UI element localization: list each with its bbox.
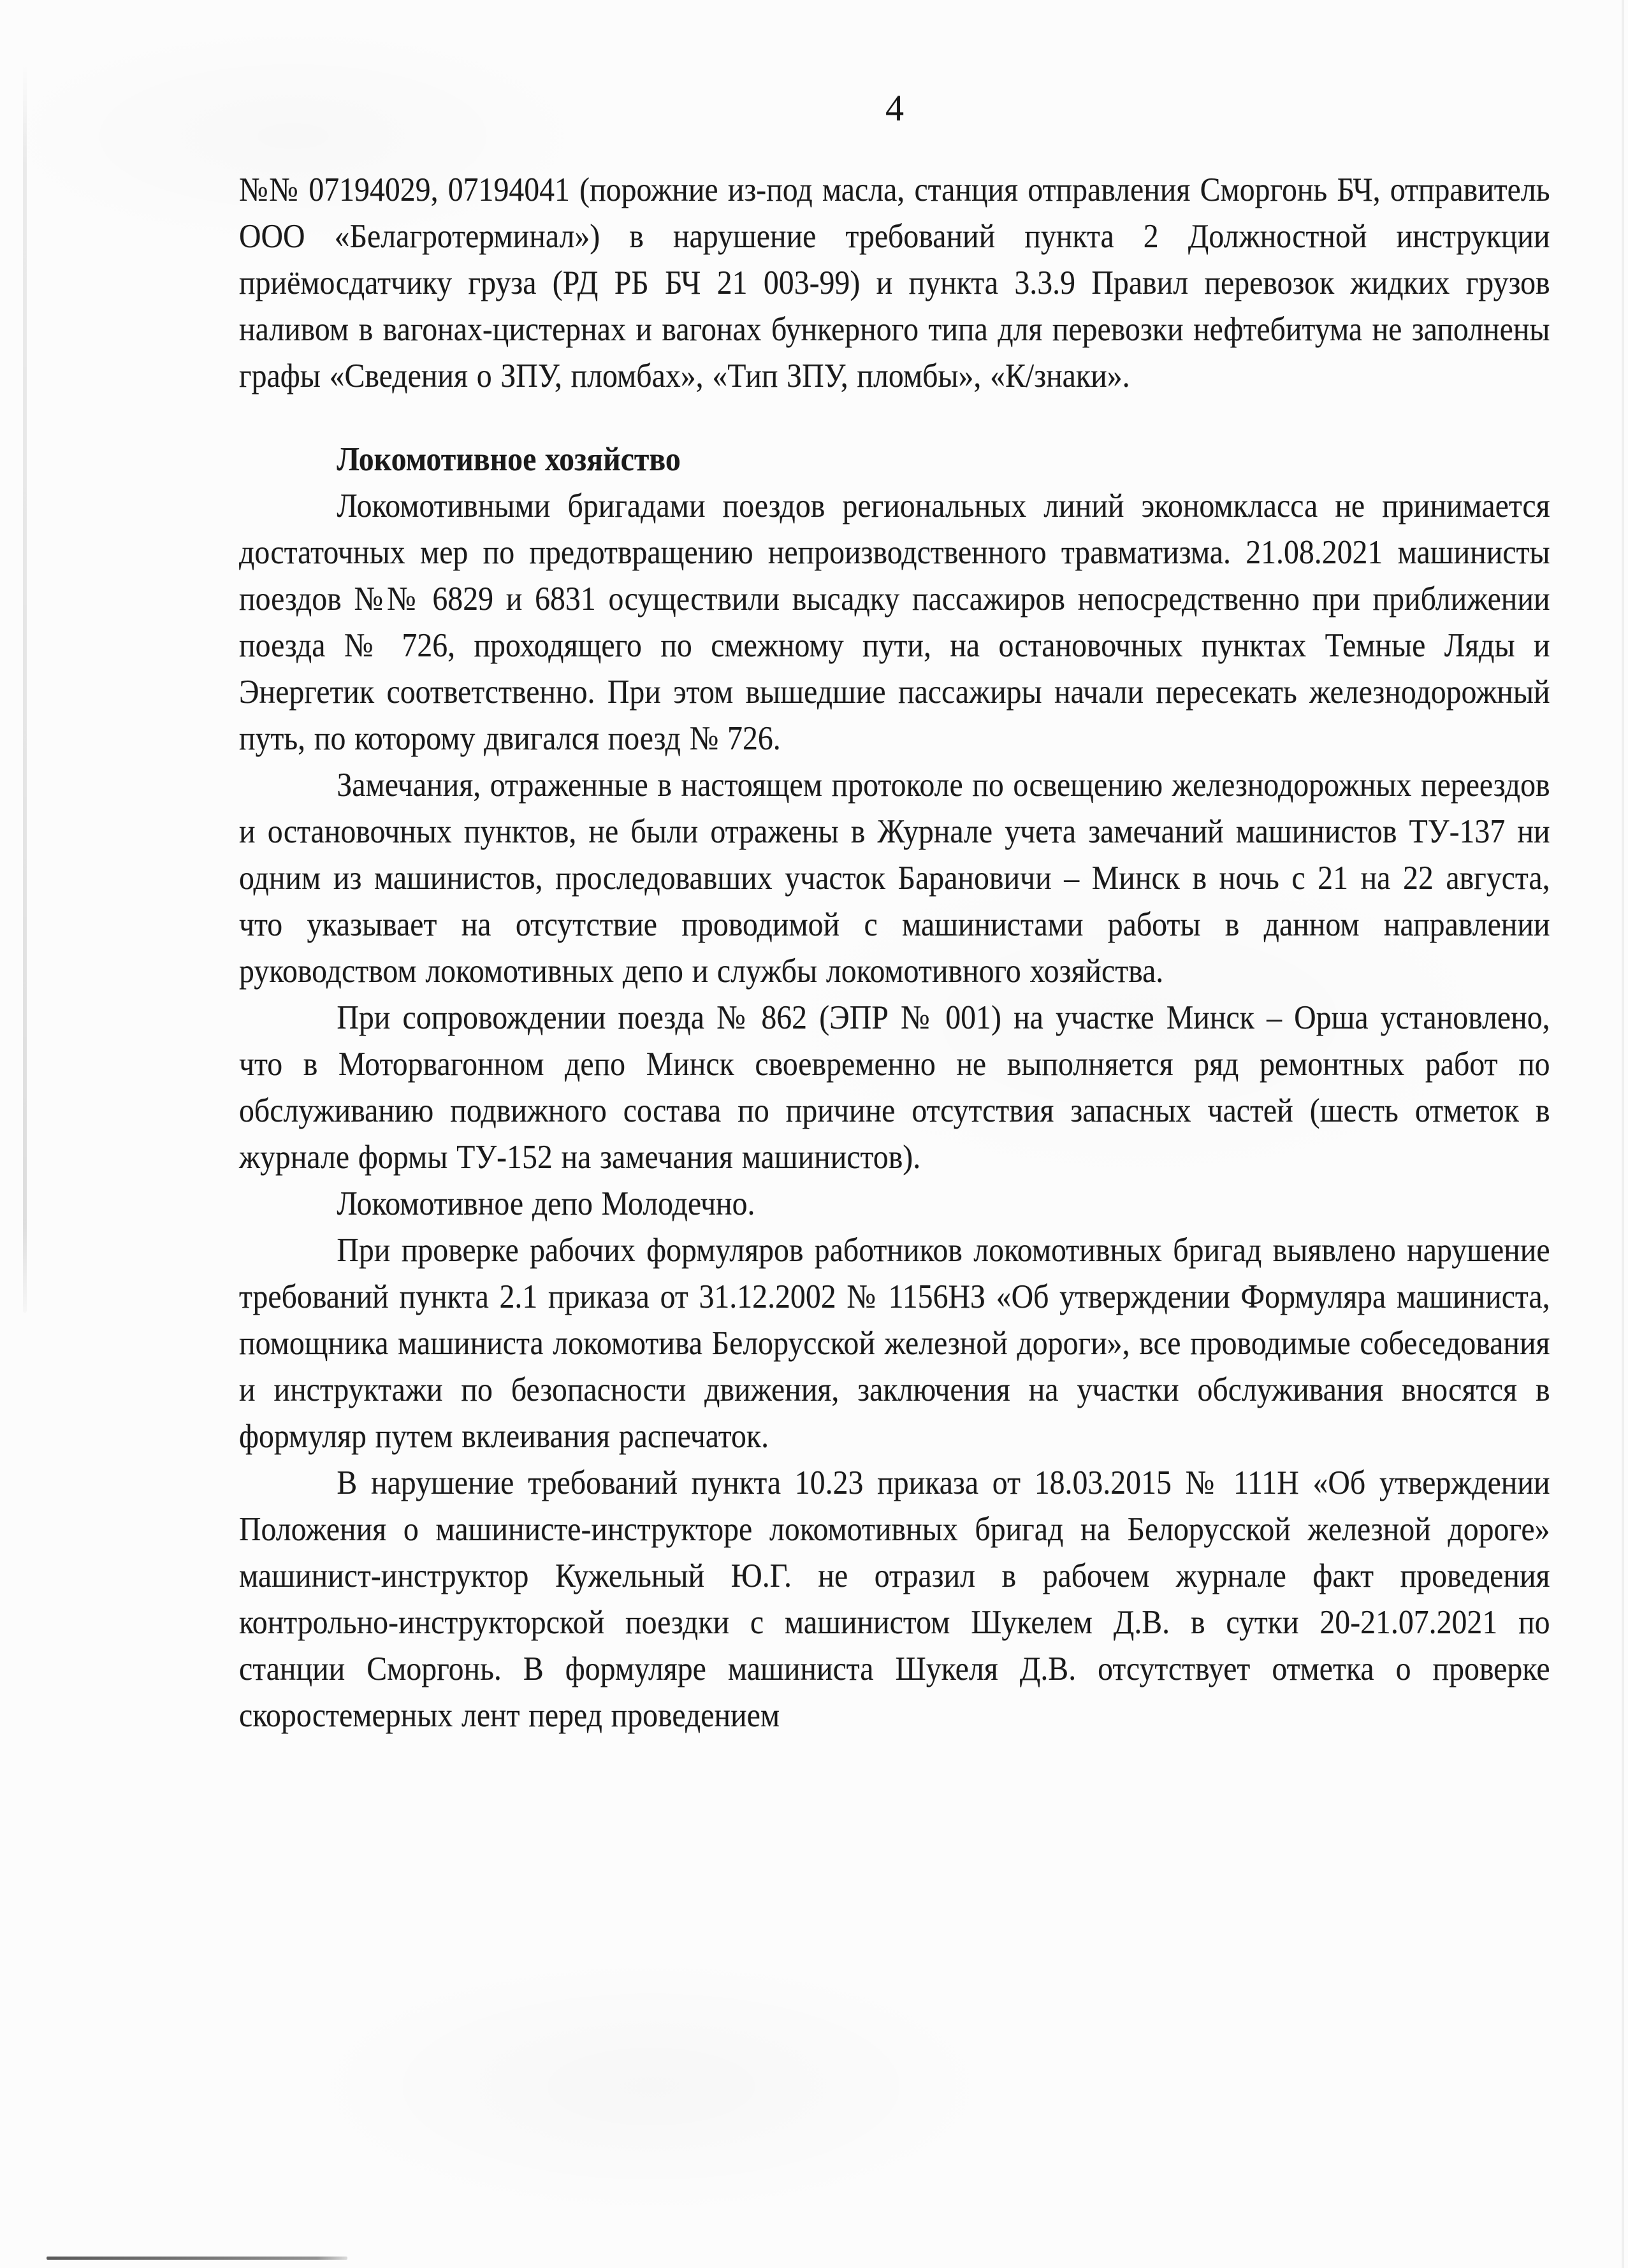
scan-artifact-right-edge bbox=[1622, 0, 1624, 2268]
section-heading: Локомотивное хозяйство bbox=[337, 441, 681, 478]
paragraph: При сопровождении поезда № 862 (ЭПР № 001) на участке Минск – Орша установлено, что в Моторвагонном депо Минск своевременно не выполняется ряд ремонтных работ по обслуживанию подвижного состава по причине отсутствия запасных частей (шесть отметок в журнале формы ТУ-152 на замечания машинистов). bbox=[239, 999, 1550, 1176]
paragraph: Локомотивными бригадами поездов региональных линий экономкласса не принимается достаточных мер по предотвращению непроизводственного травматизма. 21.08.2021 машинисты поездов №№ 6829 и 6831 осуществили высадку пассажиров непосредственно при приближении поезда № 726, проходящего по смежному пути, на остановочных пунктах Темные Ляды и Энергетик соответственно. При этом вышедшие пассажиры начали пересекать железнодорожный путь, по которому двигался поезд № 726. bbox=[239, 488, 1550, 757]
document-body bbox=[239, 167, 1550, 1739]
page-number: 4 bbox=[885, 87, 904, 129]
paragraph: В нарушение требований пункта 10.23 приказа от 18.03.2015 № 111Н «Об утверждении Положения о машинисте-инструкторе локомотивных бригад на Белорусской железной дороге» машинист-инструктор Кужельный Ю.Г. не отразил в рабочем журнале факт проведения контрольно-инструкторской поездки с машинистом Шукелем Д.В. в сутки 20-21.07.2021 по станции Сморгонь. В формуляре машиниста Шукеля Д.В. отсутствует отметка о проверке скоростемерных лент перед проведением bbox=[239, 1464, 1550, 1734]
paragraph: При проверке рабочих формуляров работников локомотивных бригад выявлено нарушение требований пункта 2.1 приказа от 31.12.2002 № 1156НЗ «Об утверждении Формуляра машиниста, помощника машиниста локомотива Белорусской железной дороги», все проводимые собеседования и инструктажи по безопасности движения, заключения на участки обслуживания вносятся в формуляр путем вклеивания распечаток. bbox=[239, 1232, 1550, 1455]
scan-artifact-bottom-line bbox=[47, 2257, 347, 2260]
paragraph: Замечания, отраженные в настоящем протоколе по освещению железнодорожных переездов и остановочных пунктов, не были отражены в Журнале учета замечаний машинистов ТУ-137 ни одним из машинистов, проследовавших участок Барановичи – Минск в ночь с 21 на 22 августа, что указывает на отсутствие проводимой с машинистами работы в данном направлении руководством локомотивных депо и службы локомотивного хозяйства. bbox=[239, 767, 1550, 990]
paragraph: №№ 07194029, 07194041 (порожние из-под масла, станция отправления Сморгонь БЧ, отправитель ООО «Белагротерминал») в нарушение требований пункта 2 Должностной инструкции приёмосдатчику груза (РД РБ БЧ 21 003-99) и пункта 3.3.9 Правил перевозок жидких грузов наливом в вагонах-цистернах и вагонах бункерного типа для перевозки нефтебитума не заполнены графы «Сведения о ЗПУ, пломбах», «Тип ЗПУ, пломбы», «К/знаки». bbox=[239, 171, 1550, 394]
paragraph: Локомотивное депо Молодечно. bbox=[337, 1185, 755, 1222]
scan-artifact-left-line bbox=[23, 64, 27, 1313]
